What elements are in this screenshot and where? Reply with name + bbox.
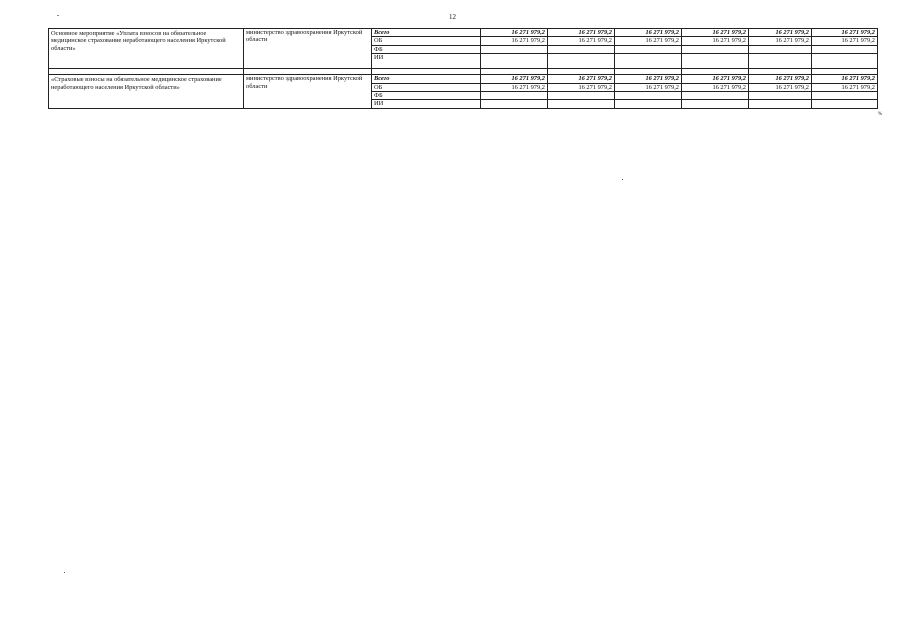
value-cell: 16 271 979,2	[812, 75, 878, 83]
page-number: 12	[449, 13, 456, 21]
value-cell	[812, 92, 878, 100]
funding-source: ИИ	[372, 100, 481, 108]
executor-name: министерство здравоохранения Иркутской области	[244, 75, 372, 109]
value-cell: 16 271 979,2	[615, 83, 682, 91]
corner-mark: ᵕ	[57, 12, 60, 20]
value-cell: 16 271 979,2	[615, 75, 682, 83]
value-cell	[812, 45, 878, 53]
scan-speck	[64, 572, 65, 573]
value-cell: 16 271 979,2	[481, 83, 548, 91]
value-cell: 16 271 979,2	[749, 83, 812, 91]
value-cell	[481, 92, 548, 100]
value-cell	[682, 92, 749, 100]
value-cell	[749, 92, 812, 100]
value-cell: 16 271 979,2	[548, 29, 615, 37]
value-cell	[481, 45, 548, 53]
funding-source: Всего	[372, 29, 481, 37]
value-cell: 16 271 979,2	[548, 37, 615, 45]
value-cell: 16 271 979,2	[481, 37, 548, 45]
value-cell	[749, 45, 812, 53]
funding-source: ОБ	[372, 37, 481, 45]
value-cell	[749, 54, 812, 69]
value-cell: 16 271 979,2	[682, 75, 749, 83]
funding-source: ИИ	[372, 54, 481, 69]
value-cell	[548, 92, 615, 100]
value-cell	[682, 45, 749, 53]
value-cell	[682, 54, 749, 69]
funding-source: ОБ	[372, 83, 481, 91]
value-cell	[682, 100, 749, 108]
table-row	[49, 75, 878, 83]
value-cell	[615, 100, 682, 108]
value-cell: 16 271 979,2	[749, 37, 812, 45]
trailing-mark: %	[878, 112, 883, 117]
scan-speck	[622, 179, 623, 180]
funding-source: Всего	[372, 75, 481, 83]
value-cell: 16 271 979,2	[812, 83, 878, 91]
value-cell	[481, 100, 548, 108]
table-row	[49, 29, 878, 37]
value-cell: 16 271 979,2	[682, 37, 749, 45]
value-cell	[615, 45, 682, 53]
value-cell: 16 271 979,2	[682, 29, 749, 37]
value-cell	[481, 54, 548, 69]
value-cell: 16 271 979,2	[548, 75, 615, 83]
value-cell: 16 271 979,2	[615, 29, 682, 37]
value-cell: 16 271 979,2	[812, 37, 878, 45]
funding-source: ФБ	[372, 92, 481, 100]
value-cell	[548, 45, 615, 53]
value-cell	[812, 54, 878, 69]
value-cell	[615, 92, 682, 100]
value-cell	[812, 100, 878, 108]
value-cell: 16 271 979,2	[682, 83, 749, 91]
value-cell	[548, 100, 615, 108]
value-cell: 16 271 979,2	[548, 83, 615, 91]
value-cell	[749, 100, 812, 108]
measure-description: Основное мероприятие «Уплата взносов на обязательное медицинское страхование неработающего населения Иркутской области»	[49, 29, 244, 69]
value-cell: 16 271 979,2	[812, 29, 878, 37]
value-cell: 16 271 979,2	[749, 75, 812, 83]
executor-name: министерство здравоохранения Иркутской области	[244, 29, 372, 69]
measure-description: «Страховые взносы на обязательное медицинское страхование неработающего населения Иркутской области»	[49, 75, 244, 109]
value-cell: 16 271 979,2	[615, 37, 682, 45]
value-cell	[548, 54, 615, 69]
value-cell	[615, 54, 682, 69]
budget-table	[48, 28, 878, 109]
value-cell: 16 271 979,2	[749, 29, 812, 37]
value-cell: 16 271 979,2	[481, 75, 548, 83]
value-cell: 16 271 979,2	[481, 29, 548, 37]
funding-source: ФБ	[372, 45, 481, 53]
